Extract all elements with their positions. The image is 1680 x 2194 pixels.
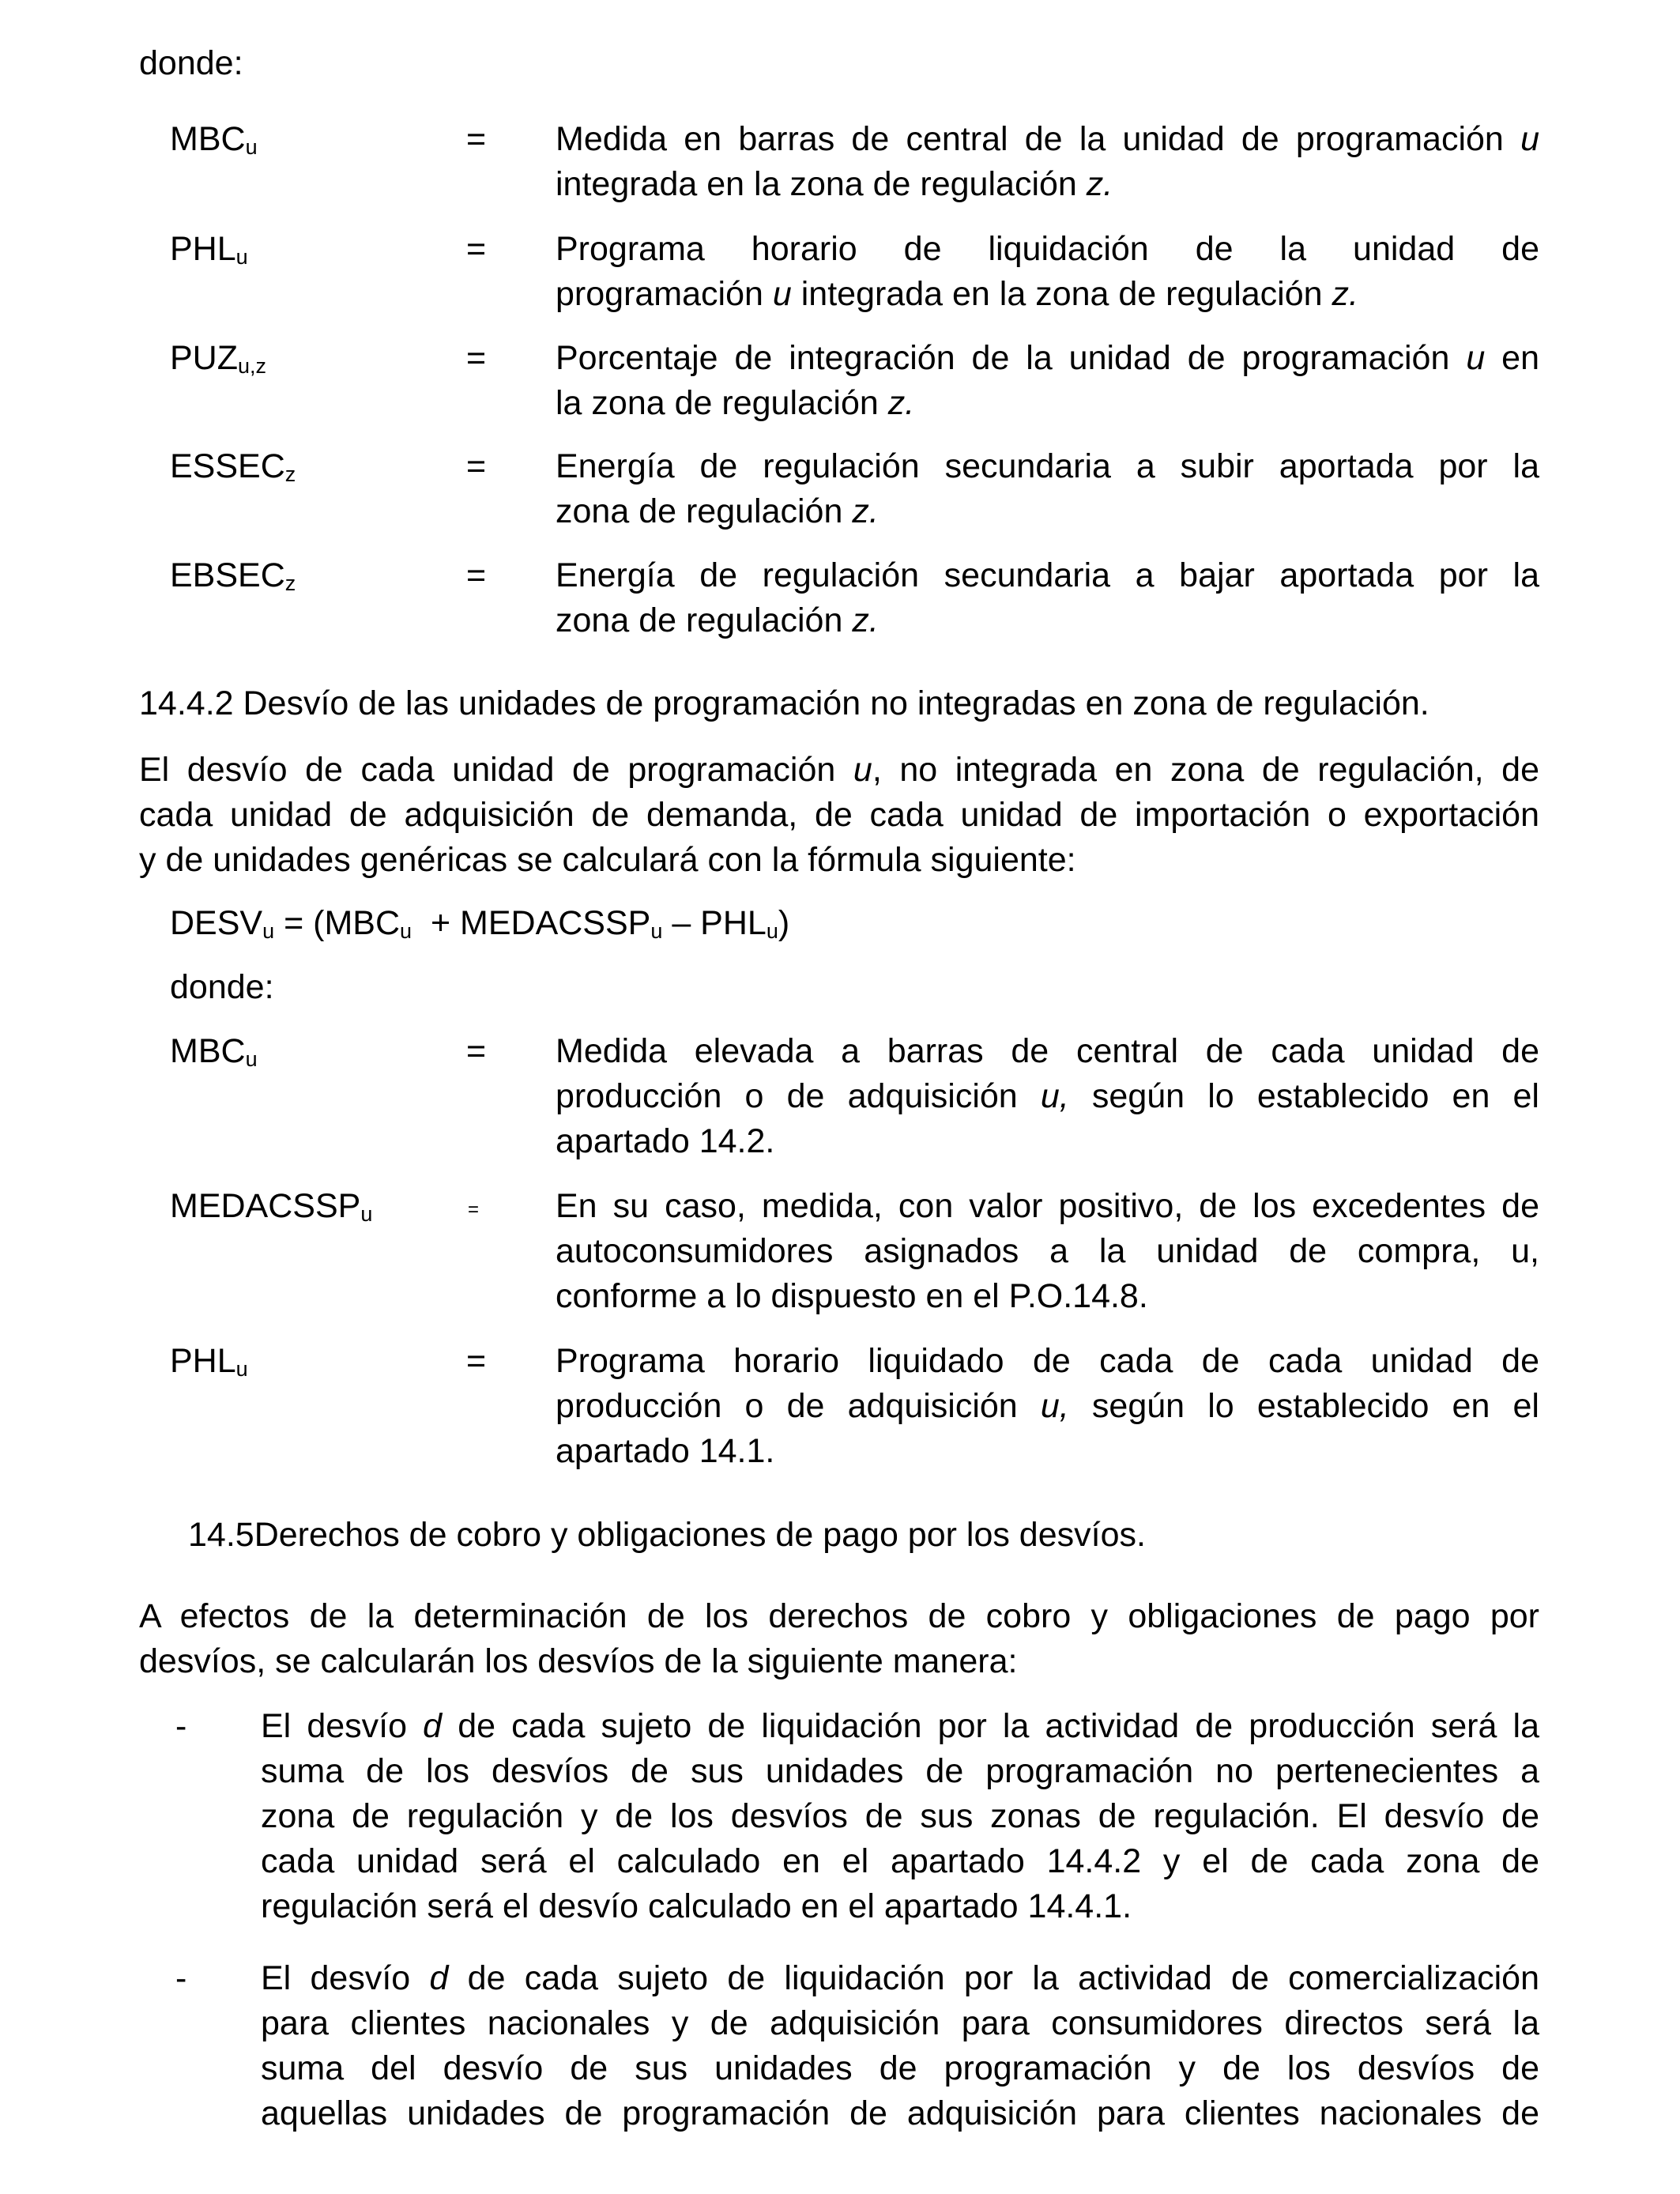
definition-term: $MBC_u$ xyxy=(170,120,258,159)
definition-term: $PUZ_{u,z}$ xyxy=(170,339,267,378)
donde-label-2: donde: xyxy=(170,968,274,1006)
section-paragraph-14-5: A efectos de la determinación de los derechos de cobro y obligaciones de pago por desvíos, se calcularán los desvíos de la siguiente manera: xyxy=(139,1597,1539,1680)
definition-text: Porcentaje de integración de la unidad de programación u en la zona de regulación z. xyxy=(556,339,1539,422)
equals-sign: = xyxy=(468,1199,480,1220)
equals-sign: = xyxy=(466,339,487,377)
definition-text: En su caso, medida, con valor positivo, de los excedentes de autoconsumidores asignados a la unidad de compra, u, conforme a lo dispuesto en el P.O.14.8. xyxy=(556,1187,1539,1315)
definition-term: $MEDACSSP_u$ xyxy=(170,1187,373,1226)
definition-text: Energía de regulación secundaria a subir aportada por la zona de regulación z. xyxy=(556,447,1539,530)
bullet-text: El desvío d de cada sujeto de liquidación por la actividad de comercialización para clientes nacionales y de adquisición para consumidores directos será la suma del desvío de sus unidades de programación y de los desvíos de aquellas unidades de programación de adquisición para clientes nacionales de xyxy=(261,1959,1539,2132)
definition-text: Programa horario de liquidación de la unidad de programación u integrada en la zona de regulación z. xyxy=(556,230,1539,313)
definition-text: Medida elevada a barras de central de cada unidad de producción o de adquisición u, según lo establecido en el apartado 14.2. xyxy=(556,1032,1539,1160)
equals-sign: = xyxy=(466,230,487,268)
definition-term: $PHL_u$ xyxy=(170,230,248,269)
definition-term: $MBC_u$ xyxy=(170,1032,258,1071)
definition-text: Programa horario liquidado de cada de cada unidad de producción o de adquisición u, según lo establecido en el apartado 14.1. xyxy=(556,1342,1539,1470)
desv-formula: $DESV_u = (MBC_u$ + $MEDACSSP_u - PHL_u$) xyxy=(170,904,790,943)
definition-term: $EBSEC_z$ xyxy=(170,556,296,595)
section-paragraph: El desvío de cada unidad de programación u, no integrada en zona de regulación, de cada unidad de adquisición de demanda, de cada unidad de importación o exportación y de unidades genéricas se calculará con la fórmula siguiente: xyxy=(139,751,1539,879)
equals-sign: = xyxy=(466,447,487,485)
donde-label: donde: xyxy=(139,44,243,82)
equals-sign: = xyxy=(466,1342,487,1380)
definition-term: $PHL_u$ xyxy=(170,1342,248,1381)
section-heading-14-4-2: 14.4.2 Desvío de las unidades de programación no integradas en zona de regulación. xyxy=(139,684,1430,722)
definition-term: $ESSEC_z$ xyxy=(170,447,296,486)
section-number: 14.5 xyxy=(188,1516,254,1554)
section-heading-14-5 xyxy=(188,1513,1146,1558)
definition-text: Medida en barras de central de la unidad de programación u integrada en la zona de regulación z. xyxy=(556,120,1539,203)
bullet-text: El desvío d de cada sujeto de liquidación por la actividad de producción será la suma de los desvíos de sus unidades de programación no pertenecientes a zona de regulación y de los desvíos de sus zonas de regulación. El desvío de cada unidad será el calculado en el apartado 14.4.2 y el de cada zona de regulación será el desvío calculado en el apartado 14.4.1. xyxy=(261,1707,1539,1925)
section-title: Derechos de cobro y obligaciones de pago por los desvíos. xyxy=(254,1516,1146,1554)
dash-marker: - xyxy=(175,1959,187,1997)
definition-text: Energía de regulación secundaria a bajar aportada por la zona de regulación z. xyxy=(556,556,1539,639)
equals-sign: = xyxy=(466,556,487,594)
equals-sign: = xyxy=(466,1032,487,1070)
equals-sign: = xyxy=(466,120,487,158)
dash-marker: - xyxy=(175,1707,187,1745)
